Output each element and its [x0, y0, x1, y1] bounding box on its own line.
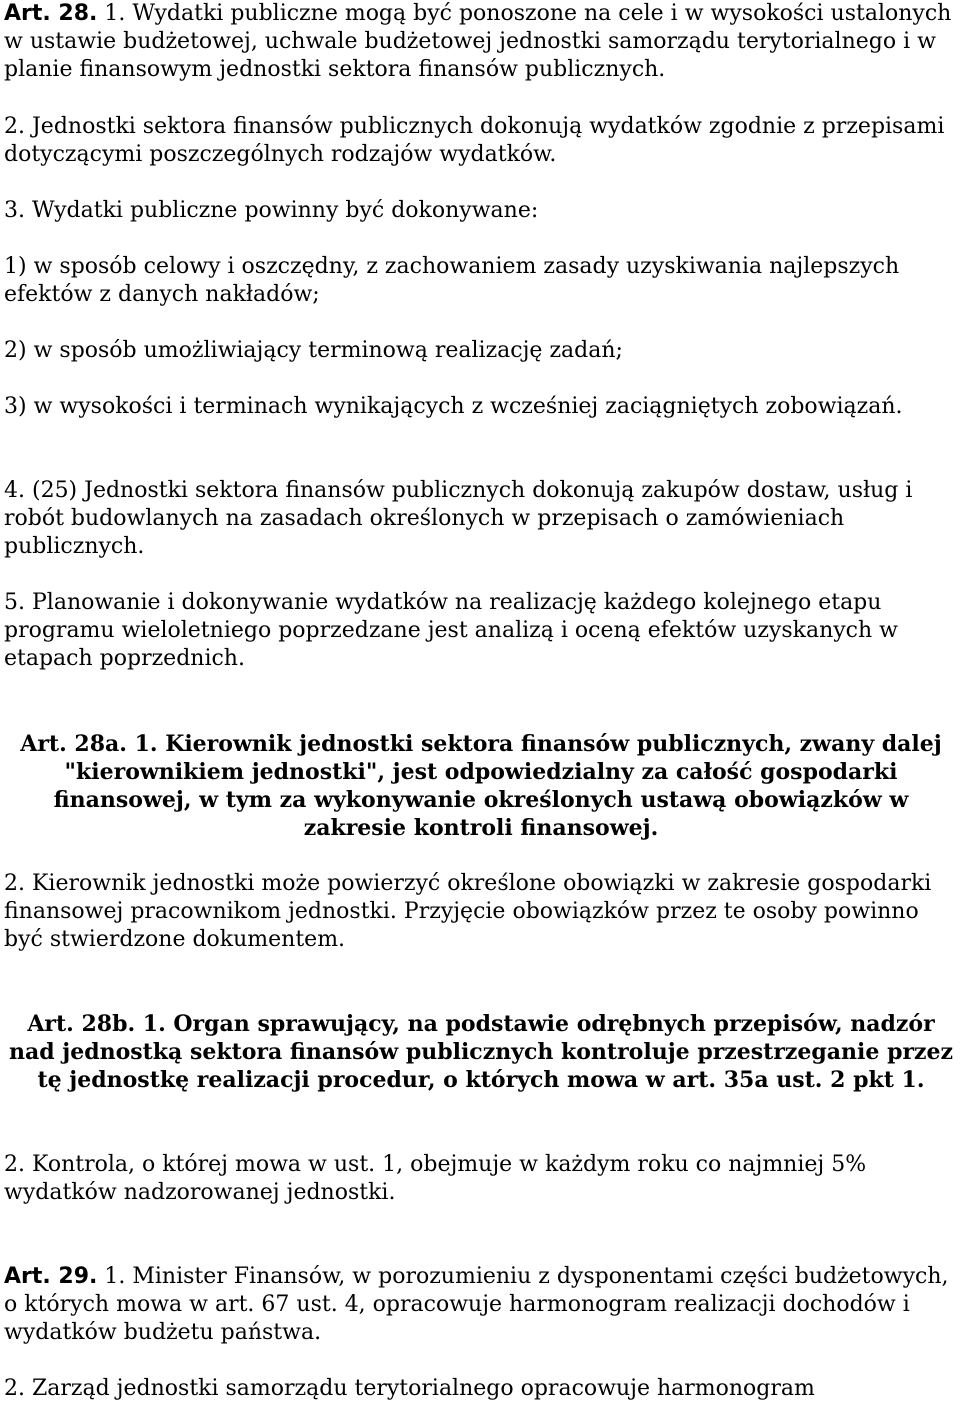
- art-29-paragraph-2: 2. Zarząd jednostki samorządu terytorialnego opracowuje harmonogram: [4, 1376, 815, 1401]
- art-28-paragraph-5: 5. Planowanie i dokonywanie wydatków na realizację każdego kolejnego etapu programu wieloletniego poprzedzane jest analizą i oceną efektów uzyskanych w etapach poprzednich.: [4, 590, 898, 671]
- art-28b-paragraph-2: 2. Kontrola, o której mowa w ust. 1, obejmuje w każdym roku co najmniej 5% wydatków nadzorowanej jednostki.: [4, 1152, 867, 1205]
- art-29-paragraph-1: [4, 1263, 958, 1347]
- art-28a-paragraph-1: Art. 28a. 1. Kierownik jednostki sektora finansów publicznych, zwany dalej "kierownikiem jednostki", jest odpowiedzialny za całość gospodarki finansowej, w tym za wykonywanie określonych ustawą obowiązków w zakresie kontroli finansowej.: [20, 731, 942, 841]
- art-29-p1-text: 1. Minister Finansów, w porozumieniu z dysponentami części budżetowych, o których mowa w art. 67 ust. 4, opracowuje harmonogram realizacji dochodów i wydatków budżetu państwa.: [4, 1264, 949, 1345]
- art-29-label: Art. 29.: [4, 1264, 98, 1289]
- art-28b-paragraph-1: Art. 28b. 1. Organ sprawujący, na podstawie odrębnych przepisów, nadzór nad jednostką sektora finansów publicznych kontroluje przestrzeganie przez tę jednostkę realizacji procedur, o których mowa w art. 35a ust. 2 pkt 1.: [8, 1011, 954, 1093]
- art-28-point-1: 1) w sposób celowy i oszczędny, z zachowaniem zasady uzyskiwania najlepszych efektów z danych nakładów;: [4, 254, 900, 307]
- art-28-paragraph-2: 2. Jednostki sektora finansów publicznych dokonują wydatków zgodnie z przepisami dotyczącymi poszczególnych rodzajów wydatków.: [4, 114, 945, 167]
- art-28-paragraph-3: 3. Wydatki publiczne powinny być dokonywane:: [4, 198, 539, 223]
- art-28-p1-text: 1. Wydatki publiczne mogą być ponoszone na cele i w wysokości ustalonych w ustawie budżetowej, uchwale budżetowej jednostki samorządu terytorialnego i w planie finansowym jednostki sektora finansów publicznych.: [4, 1, 952, 82]
- art-28-paragraph-4: 4. (25) Jednostki sektora finansów publicznych dokonują zakupów dostaw, usług i robót budowlanych na zasadach określonych w przepisach o zamówieniach publicznych.: [4, 478, 913, 559]
- art-28-point-2: 2) w sposób umożliwiający terminową realizację zadań;: [4, 338, 623, 363]
- art-28-label: Art. 28.: [4, 1, 98, 26]
- art-28a-paragraph-2: 2. Kierownik jednostki może powierzyć określone obowiązki w zakresie gospodarki finansowej pracownikom jednostki. Przyjęcie obowiązków przez te osoby powinno być stwierdzone dokumentem.: [4, 871, 932, 952]
- art-28-point-3: 3) w wysokości i terminach wynikających z wcześniej zaciągniętych zobowiązań.: [4, 394, 903, 419]
- art-28-paragraph-1: [4, 0, 958, 84]
